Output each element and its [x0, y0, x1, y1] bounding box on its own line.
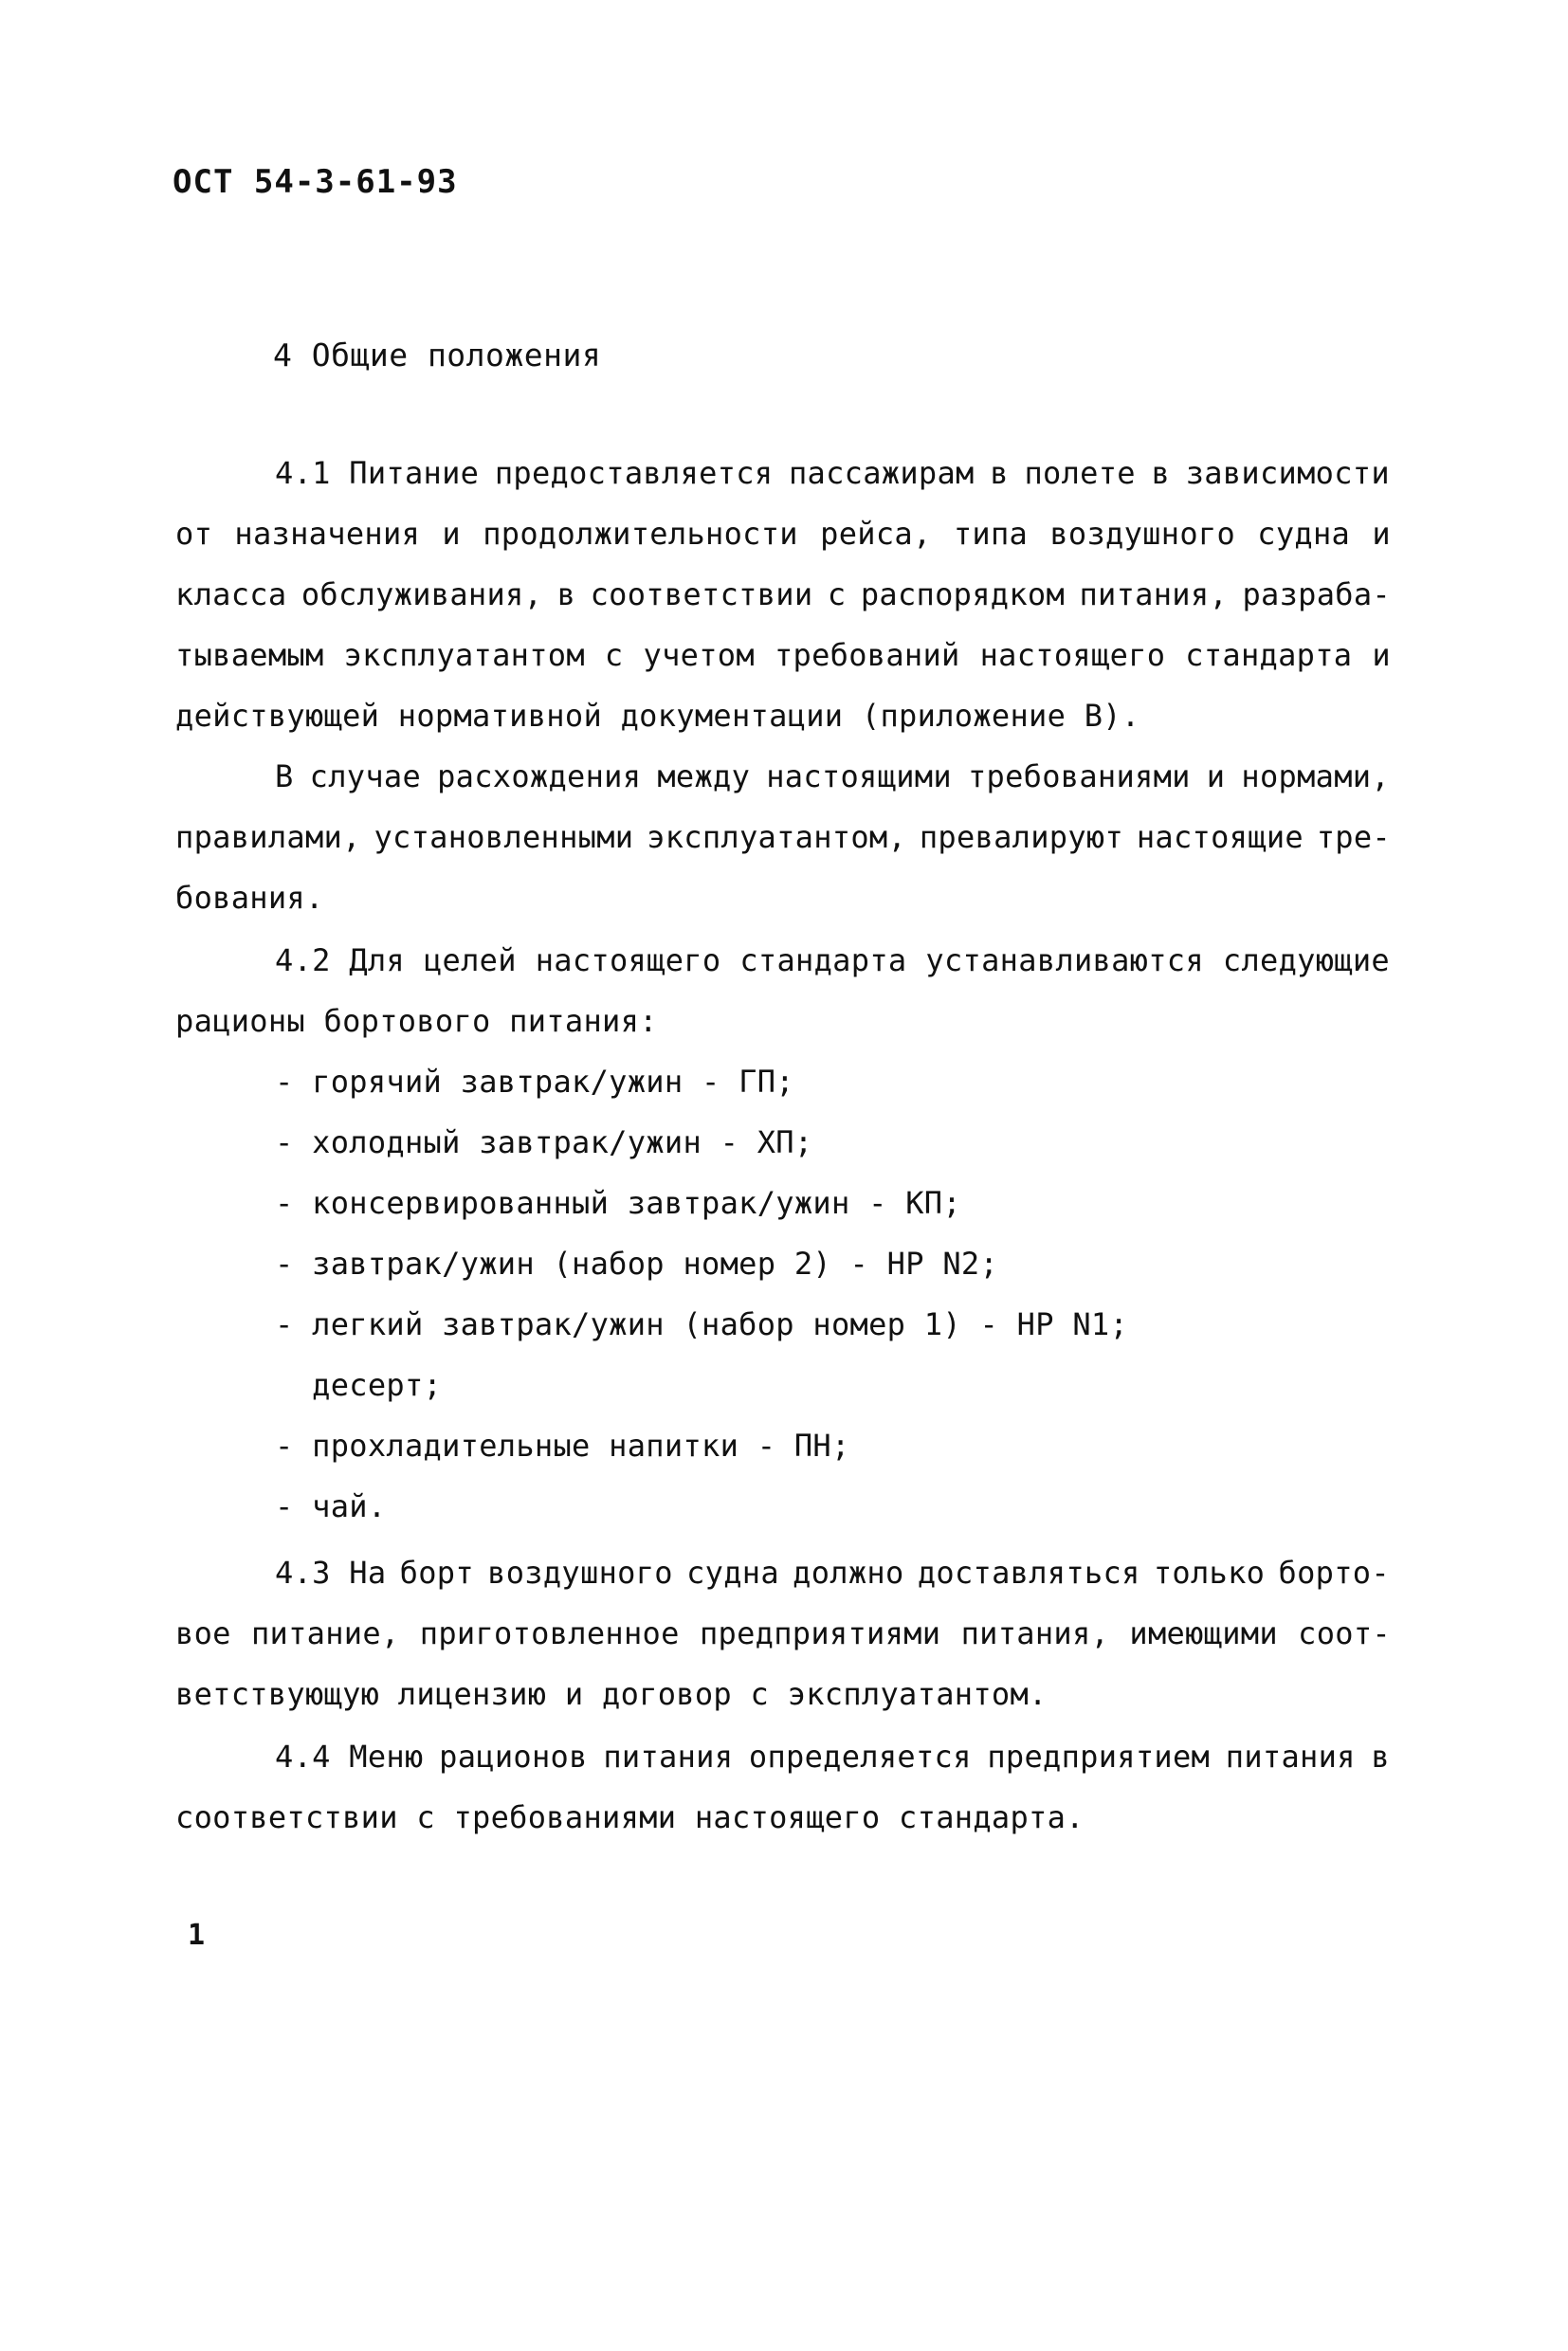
ration-list-item: - холодный завтрак/ужин - ХП;	[275, 1124, 813, 1160]
word: в	[990, 455, 1009, 491]
word: расхождения	[437, 758, 642, 794]
word: в	[1371, 1739, 1390, 1775]
ration-list-item: - завтрак/ужин (набор номер 2) - НР N2;	[275, 1246, 999, 1282]
page-number: 1	[188, 1919, 206, 1952]
paragraph-4-1b-line-2	[175, 819, 1391, 855]
word: случае	[309, 758, 422, 794]
word: требованиями	[967, 758, 1191, 794]
word: питание,	[250, 1615, 400, 1651]
word: тываемым	[175, 637, 324, 673]
word: определяется	[748, 1739, 972, 1775]
word: воздушного	[1049, 516, 1236, 552]
ration-list-item: - чай.	[275, 1488, 387, 1524]
word: борт	[399, 1555, 474, 1591]
word: должно	[793, 1555, 904, 1591]
word: нормами,	[1241, 758, 1390, 794]
word: пассажирам	[788, 455, 975, 491]
word: полете	[1024, 455, 1136, 491]
word: распорядком	[860, 576, 1066, 612]
ration-list-item: - прохладительные напитки - ПН;	[275, 1428, 850, 1464]
word: судна	[686, 1555, 779, 1591]
paragraph-4-3-line-2	[175, 1615, 1391, 1651]
paragraph-4-4-line-2: соответствии с требованиями настоящего стандарта.	[175, 1799, 1085, 1835]
word: правилами,	[175, 819, 361, 855]
word: настоящего	[535, 942, 721, 978]
word: питания,	[1079, 576, 1229, 612]
paragraph-4-1-line-5: действующей нормативной документации (приложение В).	[175, 698, 1140, 734]
word: 4.2 Для	[275, 942, 405, 978]
paragraph-4-3-line-1	[275, 1555, 1390, 1591]
word: доставляться	[917, 1555, 1140, 1591]
word: учетом	[643, 637, 755, 673]
word: борто-	[1278, 1555, 1390, 1591]
word: питания	[603, 1739, 734, 1775]
word: с	[827, 576, 847, 612]
word: в	[1151, 455, 1171, 491]
word: с	[604, 637, 624, 673]
word: от	[175, 516, 213, 552]
word: имеющими	[1129, 1615, 1278, 1651]
word: настоящие	[1136, 819, 1304, 855]
ration-list-item: - легкий завтрак/ужин (набор номер 1) - НР N1;	[275, 1306, 1129, 1342]
word: настоящего	[979, 637, 1166, 673]
paragraph-4-2-line-2: рационы бортового питания:	[175, 1003, 658, 1039]
word: питания	[1225, 1739, 1356, 1775]
word: в	[556, 576, 576, 612]
word: стандарта	[1185, 637, 1353, 673]
word: типа	[953, 516, 1029, 552]
paragraph-4-1-line-4	[175, 637, 1391, 673]
word: 4.4 Меню	[275, 1739, 424, 1775]
word: обслуживания,	[301, 576, 543, 612]
ration-list-item: - горячий завтрак/ужин - ГП;	[275, 1064, 794, 1100]
word: и	[1206, 758, 1226, 794]
word: продолжительности	[483, 516, 798, 552]
word: воздушного	[487, 1555, 673, 1591]
word: судна	[1257, 516, 1351, 552]
paragraph-4-4-line-1	[275, 1739, 1390, 1775]
word: и	[442, 516, 461, 552]
ration-list-item: - консервированный завтрак/ужин - КП;	[275, 1185, 961, 1221]
word: настоящими	[766, 758, 952, 794]
paragraph-4-1b-line-3: бования.	[175, 880, 324, 916]
word: назначения	[234, 516, 421, 552]
word: стандарта	[739, 942, 907, 978]
word: и	[1372, 637, 1391, 673]
word: класса	[175, 576, 287, 612]
paragraph-4-2-line-1	[275, 942, 1390, 978]
paragraph-4-1-line-2	[175, 516, 1391, 552]
paragraph-4-1b-line-1	[275, 758, 1390, 794]
word: превалируют	[919, 819, 1124, 855]
word: тре-	[1316, 819, 1391, 855]
word: эксплуатантом,	[647, 819, 907, 855]
word: рационов	[439, 1739, 588, 1775]
section-title: 4 Общие положения	[273, 337, 602, 374]
word: предоставляется	[494, 455, 774, 491]
word: зависимости	[1185, 455, 1390, 491]
word: питания,	[960, 1615, 1110, 1651]
word: 4.1 Питание	[275, 455, 480, 491]
word: устанавливаются	[925, 942, 1204, 978]
word: соответствии	[590, 576, 813, 612]
word: 4.3 На	[275, 1555, 387, 1591]
word: разраба-	[1242, 576, 1391, 612]
ration-list-item: десерт;	[275, 1367, 443, 1403]
word: приготовленное	[419, 1615, 680, 1651]
word: предприятиями	[699, 1615, 941, 1651]
paragraph-4-3-line-3: ветствующую лицензию и договор с эксплуатантом.	[175, 1676, 1048, 1712]
word: В	[275, 758, 294, 794]
word: целей	[423, 942, 517, 978]
word: рейса,	[820, 516, 932, 552]
word: соот-	[1298, 1615, 1391, 1651]
word: установленными	[374, 819, 634, 855]
word: требований	[774, 637, 960, 673]
word: следующие	[1222, 942, 1390, 978]
word: эксплуатантом	[343, 637, 585, 673]
paragraph-4-1-line-3	[175, 576, 1391, 612]
document-code: ОСТ 54-3-61-93	[173, 163, 458, 201]
word: предприятием	[987, 1739, 1211, 1775]
word: между	[657, 758, 751, 794]
paragraph-4-1-line-1	[275, 455, 1390, 491]
word: вое	[175, 1615, 231, 1651]
word: и	[1372, 516, 1391, 552]
word: только	[1153, 1555, 1266, 1591]
